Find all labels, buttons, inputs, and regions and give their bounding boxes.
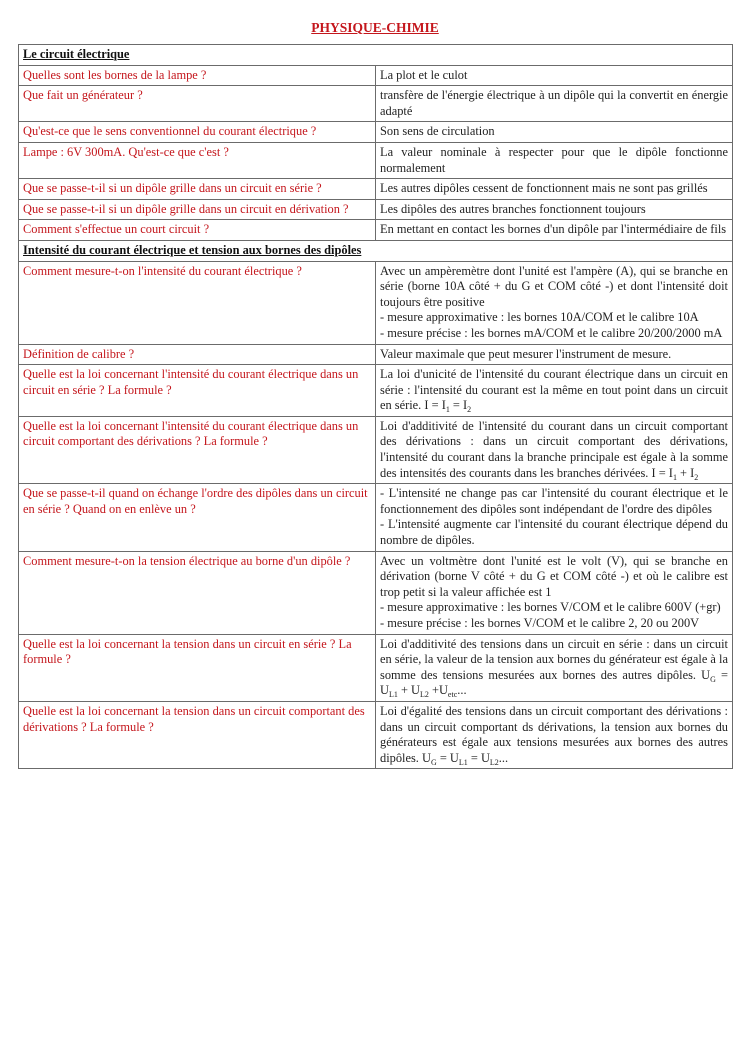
qa-table <box>18 44 733 769</box>
answer-cell <box>376 551 733 634</box>
question-cell: Quelle est la loi concernant l'intensité du courant électrique dans un circuit en série ? La formule ? <box>19 365 376 417</box>
table-row <box>19 261 733 344</box>
formula-part: U <box>422 750 431 765</box>
answer-cell: En mettant en contact les bornes d'un dipôle par l'intermédiaire de fils <box>376 220 733 241</box>
answer-text: Loi d'égalité des tensions dans un circuit comportant des dérivations : dans un circuit comportant ds dérivations, la tension aux bornes du générateurs est égale aux tensions mesurées aux bornes des autres dipôles. <box>380 703 728 765</box>
formula-part: + I <box>676 465 695 480</box>
table-row <box>19 484 733 551</box>
table-row <box>19 179 733 200</box>
answer-cell <box>376 416 733 483</box>
table-row <box>19 416 733 483</box>
table-row <box>19 365 733 417</box>
table-row <box>19 86 733 122</box>
question-cell: Quelle est la loi concernant la tension dans un circuit en série ? La formule ? <box>19 634 376 701</box>
question-cell: Comment s'effectue un court circuit ? <box>19 220 376 241</box>
formula-part: I = I <box>424 398 446 413</box>
answer-line: Avec un voltmètre dont l'unité est le volt (V), qui se branche en dérivation (borne V côté + du G et COM côté -) et où le calibre est trop petit si la valeur affichée est 1 <box>380 553 728 599</box>
formula-subscript: G <box>430 757 437 767</box>
question-cell: Que se passe-t-il si un dipôle grille dans un circuit en dérivation ? <box>19 199 376 220</box>
formula-subscript: 2 <box>467 405 472 415</box>
answer-cell <box>376 484 733 551</box>
formula-part: ... <box>498 750 509 765</box>
formula-subscript: L1 <box>458 757 468 767</box>
section-heading: Intensité du courant électrique et tension aux bornes des dipôles <box>19 240 733 261</box>
answer-cell <box>376 634 733 701</box>
answer-line: - L'intensité ne change pas car l'intensité du courant électrique et le fonctionnement des dipôles sont indépendant de l'ordre des dipôles <box>380 486 728 516</box>
answer-cell: La plot et le culot <box>376 65 733 86</box>
table-row <box>19 701 733 768</box>
formula-part: +U <box>428 683 448 698</box>
formula-part: = U <box>467 750 490 765</box>
answer-line: - L'intensité augmente car l'intensité du courant électrique dépend du nombre de dipôles. <box>380 517 728 548</box>
question-cell: Définition de calibre ? <box>19 344 376 365</box>
formula-subscript: etc <box>447 690 458 700</box>
question-cell: Quelles sont les bornes de la lampe ? <box>19 65 376 86</box>
formula-subscript: L1 <box>388 690 398 700</box>
formula <box>424 398 472 415</box>
answer-cell: La valeur nominale à respecter pour que le dipôle fonctionne normalement <box>376 142 733 178</box>
formula-part: ... <box>457 683 467 698</box>
formula-part: I = I <box>651 465 673 480</box>
formula <box>652 466 699 480</box>
formula-subscript: G <box>710 674 716 684</box>
formula-subscript: L2 <box>489 757 499 767</box>
formula <box>422 751 508 765</box>
answer-line: - mesure précise : les bornes V/COM et le calibre 2, 20 ou 200V <box>380 616 700 630</box>
answer-cell: transfère de l'énergie électrique à un dipôle qui la convertit en énergie adapté <box>376 86 733 122</box>
answer-cell <box>376 365 733 417</box>
formula-part: = U <box>380 667 728 698</box>
answer-line: - mesure approximative : les bornes 10A/COM et le calibre 10A <box>380 310 699 325</box>
formula-part: = I <box>449 398 468 413</box>
page-title: PHYSIQUE-CHIMIE <box>311 20 439 35</box>
question-cell: Quelle est la loi concernant l'intensité du courant électrique dans un circuit comportant des dérivations ? La formule ? <box>19 416 376 483</box>
table-row <box>19 142 733 178</box>
table-row <box>19 65 733 86</box>
answer-line: Avec un ampèremètre dont l'unité est l'ampère (A), qui se branche en série (borne 10A côté + du G et COM côté -) et dont l'intensité doit toujours être positive <box>380 263 728 309</box>
answer-cell: Valeur maximale que peut mesurer l'instrument de mesure. <box>376 344 733 365</box>
formula-part: U <box>701 667 711 682</box>
table-row <box>19 551 733 634</box>
table-row <box>19 344 733 365</box>
question-cell: Comment mesure-t-on l'intensité du courant électrique ? <box>19 261 376 344</box>
question-cell: Que se passe-t-il si un dipôle grille dans un circuit en série ? <box>19 179 376 200</box>
formula-subscript: 1 <box>445 405 450 415</box>
formula-part: + U <box>397 683 420 698</box>
section-heading: Le circuit électrique <box>19 45 733 66</box>
answer-cell: Les dipôles des autres branches fonctionnent toujours <box>376 199 733 220</box>
question-cell: Lampe : 6V 300mA. Qu'est-ce que c'est ? <box>19 142 376 178</box>
formula-subscript: 2 <box>694 472 699 482</box>
answer-text: Loi d'additivité de l'intensité du courant dans un circuit comportant des dérivations : dans un circuit comportant des dérivations, l'intensité du courant dans la branche principale est égale à la somme des intensités des courants dans les branches dérivées. <box>380 418 728 480</box>
answer-line: - mesure précise : les bornes mA/COM et le calibre 20/200/2000 mA <box>380 325 723 340</box>
question-cell: Quelle est la loi concernant la tension dans un circuit comportant des dérivations ? La formule ? <box>19 701 376 768</box>
formula-subscript: 1 <box>672 472 677 482</box>
question-cell: Que se passe-t-il quand on échange l'ordre des dipôles dans un circuit en série ? Quand on en enlève un ? <box>19 484 376 551</box>
answer-cell <box>376 261 733 344</box>
section-header-row <box>19 45 733 66</box>
formula-part: = U <box>436 750 459 765</box>
table-row <box>19 220 733 241</box>
answer-text: La loi d'unicité de l'intensité du courant électrique dans un circuit en série : l'intensité du courant est la même en tout point dans un circuit en série. <box>380 367 728 413</box>
formula-subscript: L2 <box>419 690 429 700</box>
table-row <box>19 199 733 220</box>
answer-cell: Les autres dipôles cessent de fonctionnent mais ne sont pas grillés <box>376 179 733 200</box>
section-header-row <box>19 240 733 261</box>
question-cell: Comment mesure-t-on la tension électrique au borne d'un dipôle ? <box>19 551 376 634</box>
question-cell: Que fait un générateur ? <box>19 86 376 122</box>
answer-cell: Son sens de circulation <box>376 122 733 143</box>
answer-text: Loi d'additivité des tensions dans un circuit en série : dans un circuit en série, la valeur de la tension aux bornes du générateur est égale à la somme des tensions mesurées aux bornes des autres dipôles. <box>380 636 728 682</box>
table-row <box>19 634 733 701</box>
answer-cell <box>376 701 733 768</box>
question-cell: Qu'est-ce que le sens conventionnel du courant électrique ? <box>19 122 376 143</box>
table-row <box>19 122 733 143</box>
answer-line: - mesure approximative : les bornes V/COM et le calibre 600V (+gr) <box>380 600 721 615</box>
